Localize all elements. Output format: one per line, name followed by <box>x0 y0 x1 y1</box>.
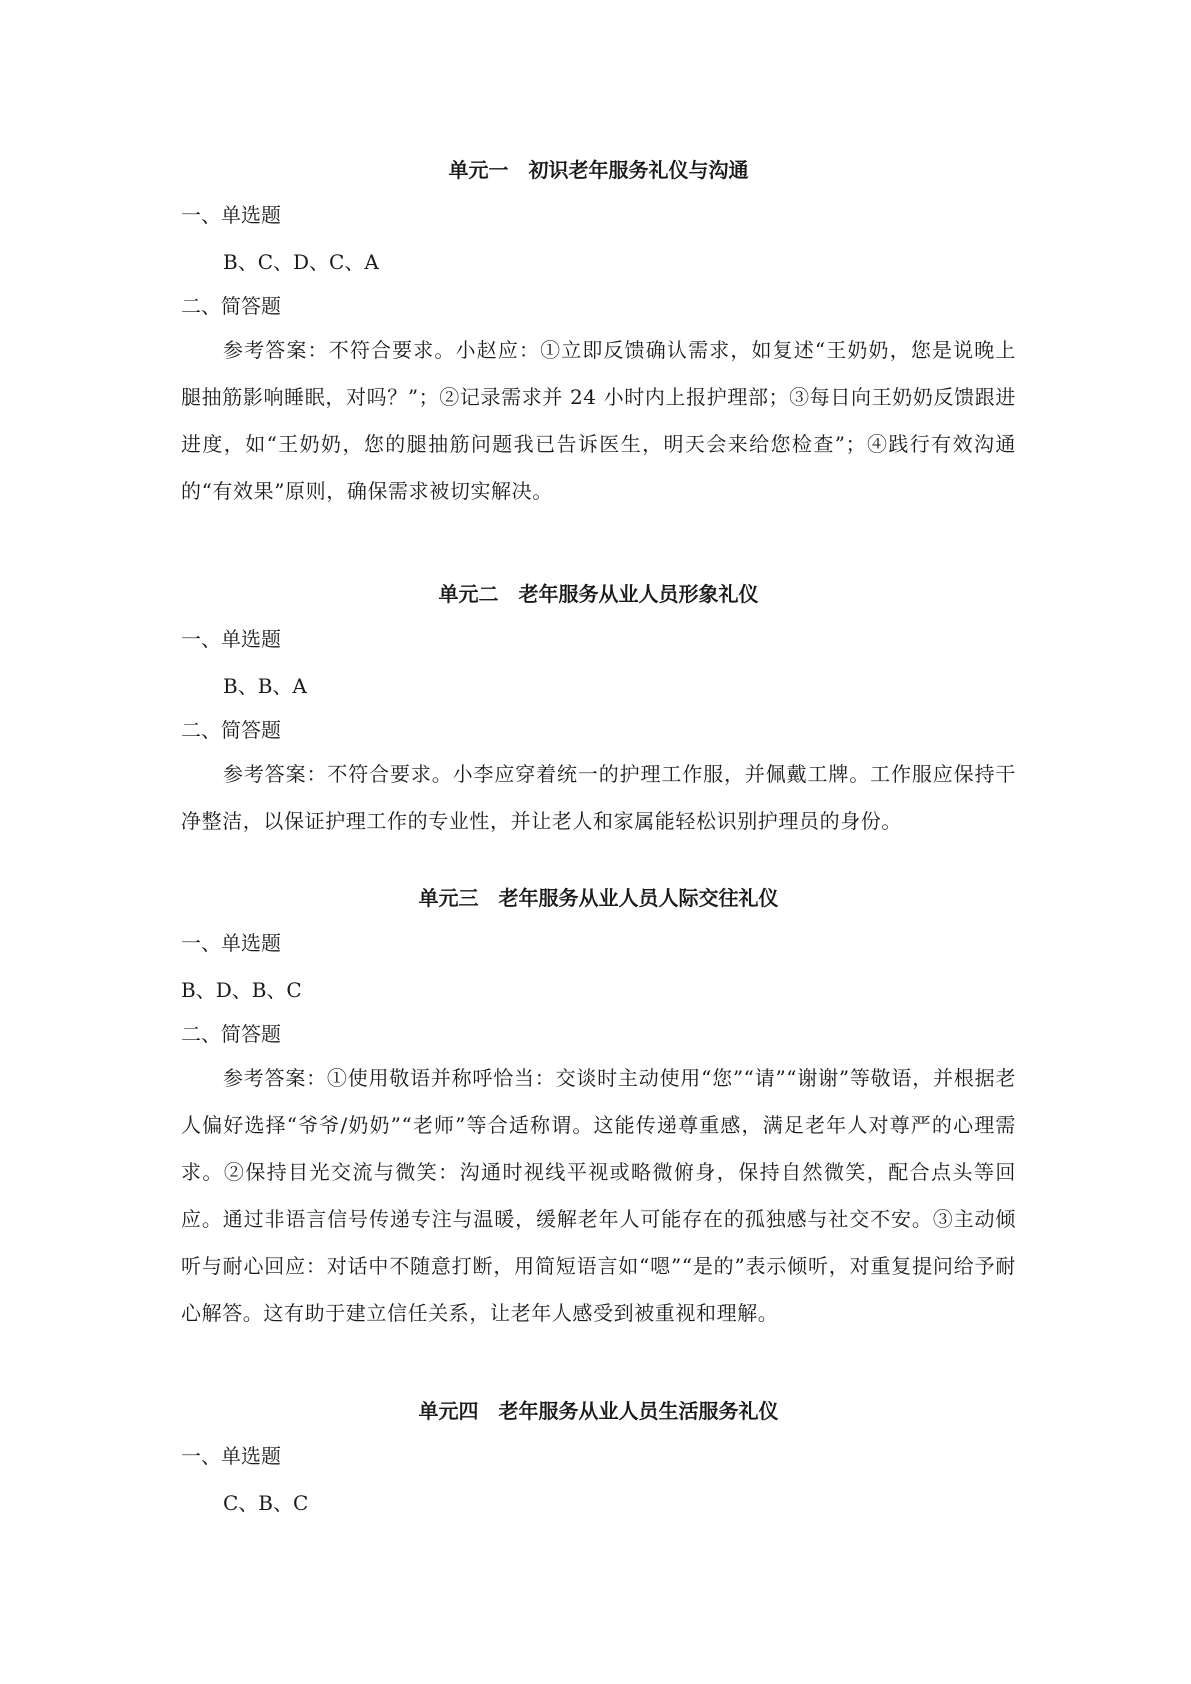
short-answer-heading: 二、简答题 <box>181 718 281 742</box>
single-choice-heading: 一、单选题 <box>181 931 281 955</box>
unit-3 <box>181 883 1016 1337</box>
single-choice-answers: C、B、C <box>223 1491 309 1515</box>
single-choice-answers: B、D、B、C <box>181 978 302 1002</box>
unit-4 <box>181 1396 1016 1518</box>
unit-2 <box>181 579 1016 845</box>
single-choice-answers: B、B、A <box>223 674 307 698</box>
unit-title: 单元三 老年服务从业人员人际交往礼仪 <box>418 886 779 910</box>
unit-title: 单元四 老年服务从业人员生活服务礼仪 <box>418 1399 779 1423</box>
unit-title: 单元一 初识老年服务礼仪与沟通 <box>448 158 749 182</box>
short-answer-heading: 二、简答题 <box>181 1022 281 1046</box>
short-answer-heading: 二、简答题 <box>181 294 281 318</box>
unit-title: 单元二 老年服务从业人员形象礼仪 <box>438 582 759 606</box>
single-choice-heading: 一、单选题 <box>181 1444 281 1468</box>
short-answer-text: 参考答案：不符合要求。小李应穿着统一的护理工作服，并佩戴工牌。工作服应保持干净整洁，以保证护理工作的专业性，并让老人和家属能轻松识别护理员的身份。 <box>181 762 1016 833</box>
single-choice-heading: 一、单选题 <box>181 203 281 227</box>
unit-1 <box>181 155 1016 515</box>
short-answer-text: 参考答案：不符合要求。小赵应：①立即反馈确认需求，如复述“王奶奶，您是说晚上腿抽筋影响睡眠，对吗？”；②记录需求并 24 小时内上报护理部；③每日向王奶奶反馈跟进进度，如“王奶奶，您的腿抽筋问题我已告诉医生，明天会来给您检查”；④践行有效沟通的“有效果”原则，确保需求被切实解决。 <box>181 338 1016 503</box>
single-choice-answers: B、C、D、C、A <box>223 250 379 274</box>
short-answer-text: 参考答案：①使用敬语并称呼恰当：交谈时主动使用“您”“请”“谢谢”等敬语，并根据老人偏好选择“爷爷/奶奶”“老师”等合适称谓。这能传递尊重感，满足老年人对尊严的心理需求。②保持目光交流与微笑：沟通时视线平视或略微俯身，保持自然微笑，配合点头等回应。通过非语言信号传递专注与温暖，缓解老年人可能存在的孤独感与社交不安。③主动倾听与耐心回应：对话中不随意打断，用简短语言如“嗯”“是的”表示倾听，对重复提问给予耐心解答。这有助于建立信任关系，让老年人感受到被重视和理解。 <box>181 1066 1016 1325</box>
single-choice-heading: 一、单选题 <box>181 627 281 651</box>
